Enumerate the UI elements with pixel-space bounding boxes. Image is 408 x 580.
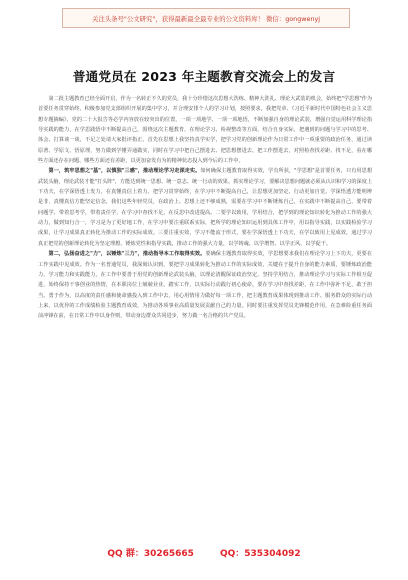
qq-number-text: QQ：535304092 (219, 549, 301, 559)
section-one-heading: 第一，筑牢思想之"基"，以慎独"三感"，推动理论学习走深走实。 (48, 168, 201, 175)
intro-paragraph (38, 94, 372, 166)
intro-paragraph-text: 第二批主题教育已经全面开启，作为一名转正不久的党员，我十分珍惜这次思想大洗练、精神大洗礼、理论大武装的机会，始终把"学思想"作为首要任务贯穿始终，积极参加党支部组织开展的集中学习，并合理安排个人的学习计划，按照要求，我把党章、《习近平新时代中国特色社会主义思想专题摘编》、党的二十大报告等必学内容放在较突出的位置，一项一项地学、一项一项地悟，不断加强自身的理论武装，增强自觉运用科学理论指导实践的能力，在学思践悟中不断提高自己，围绕这次主题教育，在理论学习、检视整改等方面，结合自身实际，把遇到的问题与学习中的思考、体会、打算谈一谈，不足之处请大家批评指正。首先在思想上我坚持真学实学，把学习党的创新理论作为日常工作中一项重要的政治任务，通过读原著、学原文、悟原理，努力做到学懂弄通做实，同时在学习中把自己摆进去、把思想摆进去、把工作摆进去，对照检查找差距、找不足，看在哪些方面还存在问题、哪些方面还有差距，以更加奋发有为的精神状态投入到今后的工作中。 (38, 96, 372, 165)
section-two-paragraph (38, 249, 372, 321)
document-title: 普通党员在 2023 年主题教育交流会上的发言 (72, 69, 336, 84)
promo-banner[interactable] (62, 8, 350, 28)
section-one-text: 如何确保主题教育取得实效，学有所获，"学思想"是首要任务，只有用思想武装头脑，理论武装才能"打头阵"，方能达到统一思想、统一意志、统一行动的效果。抓实理论学习，要解决思想问题就必须从认识和学习的深度上下功夫，在学深悟透上发力，在真懂真信上着力，把学习贯穿始终，在学习中不断提高自己，让思想更加坚定、行动更加自觉。学深悟透方能明辨是非，真懂真信方能坚定信念，我们这些年轻党员，在政治上、思想上还不够成熟，需要在学习中不断锤炼自己，在实践中不断提高自己，要带着问题学、带着思考学，带着责任学，在学习中查找不足，在反思中改进提高。二要学以致用，学用结合，把学到的理论知识转化为推动工作的强大动力，做到知行合一，学习是为了更好地工作，在学习中要注重联系实际，把所学的理论知识运用到具体工作中，用以指导实践，以实践检验学习成果，让学习成果真正转化为推动工作的实际成效。三要注重实效，学习不能流于形式，要在学深悟透上下功夫，在学以致用上见成效，通过学习真正把党的创新理论转化为坚定理想、锤炼党性和指导实践、推动工作的强大力量，以学铸魂、以学增智、以学正风、以学促干。 (38, 168, 372, 247)
footer-contact (0, 546, 408, 559)
section-one-paragraph (38, 166, 372, 249)
document-body (38, 94, 372, 534)
promo-banner-text: 关注头条号"公文研究"，获得最新最全最专业的公文资料库！ 微信：gongwenyj (91, 14, 321, 23)
section-two-text: 要确保主题教育取得实效，学思想要求我们在理论学习上下功夫，更要在工作实践中见成效。作为一名普通党员，我深刻认识到，要把学习成果转化为推动工作的实际成效，关键在于提升自身的能力素质，要锤炼政治能力、学习能力和实践能力，在工作中要善于用党的创新理论武装头脑，以理论清醒保证政治坚定，坚持学用结合，推动理论学习与实际工作相互促进，始终保持干事创业的热情，在本职岗位上兢兢业业、踏实工作，以实际行动践行初心使命。要在学习中查找差距，在工作中弥补不足，敢于担当、勇于作为，以高度的责任感和使命感投入到工作中去，用心用情用力做好每一项工作，把主题教育成果体现到推动工作、服务群众的实际行动上来，以优异的工作成绩检验主题教育成效，为推动各项事业高质量发展贡献自己的力量。同时要注重发挥党员先锋模范作用，在急难险重任务面前冲锋在前，在日常工作中以身作则，带动身边群众共同进步，努力做一名合格的共产党员。 (38, 251, 372, 320)
section-two-heading: 第二，弘扬奋进之"力"，以锤炼"三力"，推动指导本工作取得实效。 (48, 251, 206, 258)
qq-group-text: QQ 群：30265665 (107, 549, 194, 559)
